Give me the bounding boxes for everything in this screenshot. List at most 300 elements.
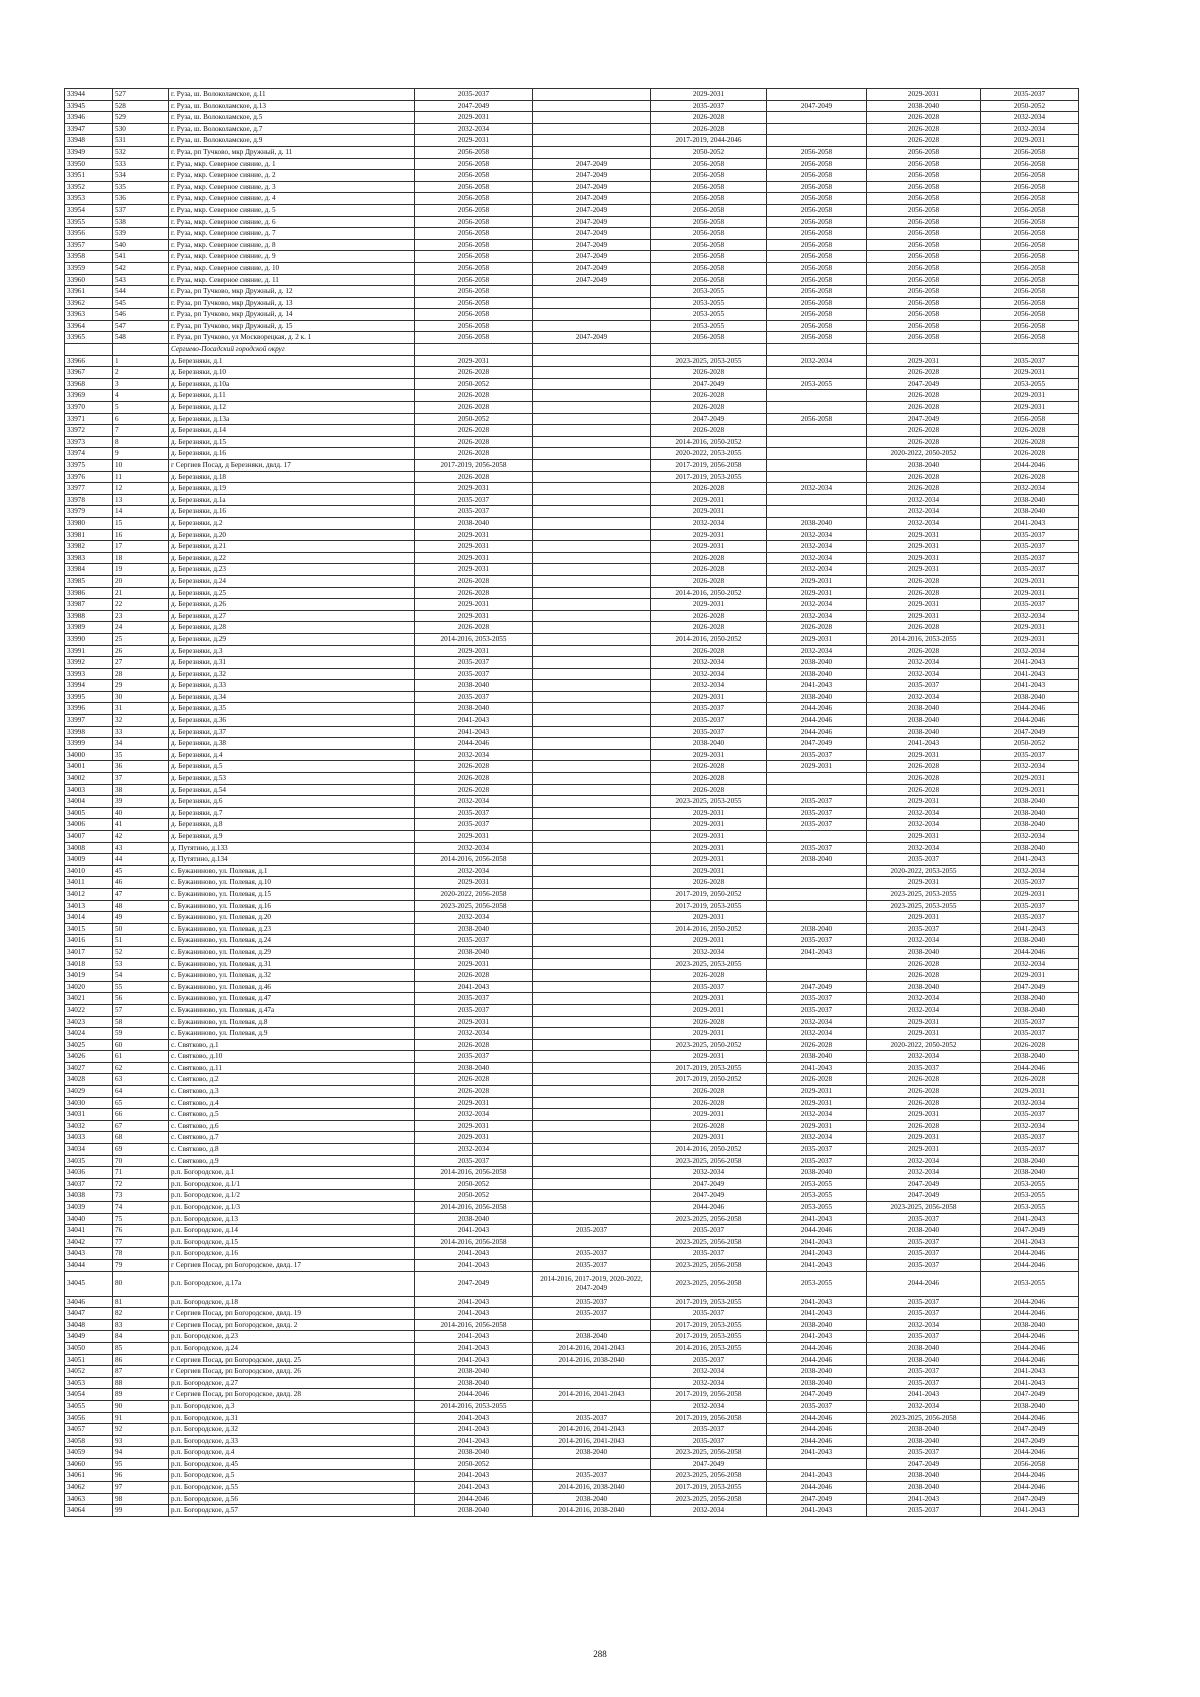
cell-period-3: 2029-2031 xyxy=(651,831,767,843)
cell-row-number: 64 xyxy=(113,1086,169,1098)
cell-period-1: 2041-2043 xyxy=(415,1424,533,1436)
cell-period-3: 2026-2028 xyxy=(651,575,767,587)
cell-row-number: 542 xyxy=(113,262,169,274)
cell-period-1: 2035-2037 xyxy=(415,506,533,518)
cell-period-5: 2026-2028 xyxy=(867,135,981,147)
cell-period-3: 2056-2058 xyxy=(651,216,767,228)
table-row xyxy=(65,297,1079,309)
cell-period-4: 2029-2031 xyxy=(767,1120,867,1132)
cell-period-4: 2044-2046 xyxy=(767,703,867,715)
cell-row-id: 34009 xyxy=(65,854,113,866)
cell-address: с. Святково, д.6 xyxy=(169,1120,415,1132)
cell-period-3: 2026-2028 xyxy=(651,610,767,622)
cell-row-number: 541 xyxy=(113,251,169,263)
cell-period-6: 2056-2058 xyxy=(981,170,1079,182)
cell-row-id: 33980 xyxy=(65,517,113,529)
cell-period-2 xyxy=(533,761,651,773)
cell-period-1: 2056-2058 xyxy=(415,158,533,170)
cell-period-3: 2023-2025, 2056-2058 xyxy=(651,1271,767,1296)
cell-period-5: 2026-2028 xyxy=(867,471,981,483)
cell-period-5: 2023-2025, 2053-2055 xyxy=(867,900,981,912)
cell-period-4: 2056-2058 xyxy=(767,251,867,263)
cell-period-5: 2029-2031 xyxy=(867,610,981,622)
cell-period-5: 2029-2031 xyxy=(867,1109,981,1121)
cell-row-id: 34047 xyxy=(65,1308,113,1320)
cell-period-3: 2056-2058 xyxy=(651,228,767,240)
cell-period-1: 2020-2022, 2056-2058 xyxy=(415,888,533,900)
cell-period-4: 2041-2043 xyxy=(767,1470,867,1482)
cell-address: с. Бужаниново, ул. Полевая, д.15 xyxy=(169,888,415,900)
cell-period-4: 2041-2043 xyxy=(767,1213,867,1225)
cell-period-5: 2035-2037 xyxy=(867,854,981,866)
cell-period-3: 2029-2031 xyxy=(651,89,767,101)
cell-period-3: 2017-2019, 2053-2055 xyxy=(651,1062,767,1074)
cell-period-5: 2035-2037 xyxy=(867,1447,981,1459)
cell-period-5: 2029-2031 xyxy=(867,355,981,367)
cell-period-5: 2056-2058 xyxy=(867,146,981,158)
cell-period-5: 2032-2034 xyxy=(867,935,981,947)
cell-period-1: 2035-2037 xyxy=(415,691,533,703)
cell-period-2 xyxy=(533,703,651,715)
cell-row-id: 33956 xyxy=(65,228,113,240)
cell-row-id: 33972 xyxy=(65,425,113,437)
cell-row-id: 33996 xyxy=(65,703,113,715)
cell-period-2: 2047-2049 xyxy=(533,251,651,263)
cell-period-4: 2056-2058 xyxy=(767,332,867,344)
cell-period-3: 2035-2037 xyxy=(651,1308,767,1320)
cell-period-4: 2056-2058 xyxy=(767,239,867,251)
cell-period-5: 2035-2037 xyxy=(867,1213,981,1225)
cell-period-3: 2035-2037 xyxy=(651,100,767,112)
cell-row-id: 34017 xyxy=(65,946,113,958)
cell-period-6: 2038-2040 xyxy=(981,993,1079,1005)
cell-period-1: 2050-2052 xyxy=(415,1458,533,1470)
table-row xyxy=(65,402,1079,414)
cell-period-3: 2056-2058 xyxy=(651,262,767,274)
cell-period-1: 2056-2058 xyxy=(415,181,533,193)
cell-period-2 xyxy=(533,1028,651,1040)
cell-period-3: 2023-2025, 2056-2058 xyxy=(651,1493,767,1505)
cell-period-2 xyxy=(533,1400,651,1412)
cell-row-id: 34060 xyxy=(65,1458,113,1470)
cell-period-6: 2044-2046 xyxy=(981,946,1079,958)
cell-address: д. Березняки, д.10 xyxy=(169,367,415,379)
cell-period-5: 2038-2040 xyxy=(867,460,981,472)
cell-row-id: 34045 xyxy=(65,1271,113,1296)
cell-period-4 xyxy=(767,367,867,379)
cell-row-number: 69 xyxy=(113,1144,169,1156)
cell-period-1: 2056-2058 xyxy=(415,332,533,344)
cell-period-3: 2053-2055 xyxy=(651,309,767,321)
cell-period-1: 2032-2034 xyxy=(415,123,533,135)
cell-address: с. Бужаниново, ул. Полевая, д.16 xyxy=(169,900,415,912)
cell-row-number: 53 xyxy=(113,958,169,970)
cell-period-1: 2026-2028 xyxy=(415,471,533,483)
cell-period-1: 2041-2043 xyxy=(415,1470,533,1482)
cell-period-3: 2026-2028 xyxy=(651,645,767,657)
cell-period-5: 2026-2028 xyxy=(867,367,981,379)
cell-period-5: 2041-2043 xyxy=(867,738,981,750)
cell-period-2 xyxy=(533,483,651,495)
cell-row-id: 34024 xyxy=(65,1028,113,1040)
cell-row-number: 543 xyxy=(113,274,169,286)
cell-period-6: 2038-2040 xyxy=(981,935,1079,947)
cell-period-2: 2047-2049 xyxy=(533,216,651,228)
cell-period-3: 2026-2028 xyxy=(651,1086,767,1098)
cell-row-number: 527 xyxy=(113,89,169,101)
cell-period-1: 2056-2058 xyxy=(415,286,533,298)
cell-period-3: 2029-2031 xyxy=(651,749,767,761)
cell-period-3: 2029-2031 xyxy=(651,1132,767,1144)
cell-period-3: 2026-2028 xyxy=(651,112,767,124)
table-row xyxy=(65,1167,1079,1179)
cell-period-5: 2056-2058 xyxy=(867,239,981,251)
cell-row-id: 34052 xyxy=(65,1366,113,1378)
cell-period-6: 2056-2058 xyxy=(981,332,1079,344)
cell-period-5: 2038-2040 xyxy=(867,1354,981,1366)
cell-row-number: 66 xyxy=(113,1109,169,1121)
cell-period-5: 2035-2037 xyxy=(867,923,981,935)
cell-period-4: 2038-2040 xyxy=(767,923,867,935)
cell-address: г. Руза, мкр. Северное сияние, д. 7 xyxy=(169,228,415,240)
cell-address: с. Святково, д.1 xyxy=(169,1039,415,1051)
cell-period-4: 2047-2049 xyxy=(767,1389,867,1401)
cell-row-number: 546 xyxy=(113,309,169,321)
cell-period-3: 2029-2031 xyxy=(651,529,767,541)
table-row xyxy=(65,158,1079,170)
cell-row-number: 27 xyxy=(113,657,169,669)
cell-period-3: 2029-2031 xyxy=(651,1109,767,1121)
cell-period-2 xyxy=(533,413,651,425)
cell-period-3: 2026-2028 xyxy=(651,483,767,495)
cell-address: с. Бужаниново, ул. Полевая, д.47 xyxy=(169,993,415,1005)
cell-period-3: 2050-2052 xyxy=(651,146,767,158)
cell-row-id: 33958 xyxy=(65,251,113,263)
cell-address: с. Святково, д.5 xyxy=(169,1109,415,1121)
cell-row-id: 33990 xyxy=(65,633,113,645)
table-row xyxy=(65,251,1079,263)
cell-row-id: 33970 xyxy=(65,402,113,414)
cell-period-1: 2035-2037 xyxy=(415,657,533,669)
cell-period-5: 2056-2058 xyxy=(867,170,981,182)
cell-period-6: 2035-2037 xyxy=(981,749,1079,761)
cell-period-2 xyxy=(533,552,651,564)
cell-row-number: 75 xyxy=(113,1213,169,1225)
cell-period-5: 2035-2037 xyxy=(867,1505,981,1517)
table-row xyxy=(65,912,1079,924)
cell-period-6: 2056-2058 xyxy=(981,251,1079,263)
cell-period-1: 2041-2043 xyxy=(415,1412,533,1424)
cell-period-1: 2056-2058 xyxy=(415,193,533,205)
table-row xyxy=(65,1202,1079,1214)
cell-address: д. Березняки, д.34 xyxy=(169,691,415,703)
cell-period-5: 2035-2037 xyxy=(867,1248,981,1260)
cell-row-number: 7 xyxy=(113,425,169,437)
cell-period-2 xyxy=(533,367,651,379)
cell-period-2 xyxy=(533,123,651,135)
cell-period-4: 2035-2037 xyxy=(767,935,867,947)
cell-period-5: 2023-2025, 2053-2055 xyxy=(867,888,981,900)
cell-row-id: 34023 xyxy=(65,1016,113,1028)
cell-period-6: 2038-2040 xyxy=(981,506,1079,518)
cell-period-6: 2038-2040 xyxy=(981,1400,1079,1412)
capital-repair-schedule-table xyxy=(64,88,1078,1517)
cell-period-4 xyxy=(767,494,867,506)
cell-period-5: 2041-2043 xyxy=(867,1493,981,1505)
cell-period-6: 2032-2034 xyxy=(981,123,1079,135)
cell-period-6: 2044-2046 xyxy=(981,1062,1079,1074)
cell-period-3: 2035-2037 xyxy=(651,703,767,715)
cell-period-4 xyxy=(767,344,867,356)
cell-period-3: 2017-2019, 2053-2055 xyxy=(651,1319,767,1331)
cell-address: г Сергиев Посад, рп Богородское, двлд. 25 xyxy=(169,1354,415,1366)
cell-period-5: 2056-2058 xyxy=(867,181,981,193)
cell-period-1: 2026-2028 xyxy=(415,1074,533,1086)
cell-period-5 xyxy=(867,344,981,356)
table-row xyxy=(65,1016,1079,1028)
cell-period-5: 2029-2031 xyxy=(867,1016,981,1028)
cell-period-5: 2026-2028 xyxy=(867,773,981,785)
cell-period-4: 2032-2034 xyxy=(767,599,867,611)
cell-period-4 xyxy=(767,112,867,124)
cell-period-4: 2035-2037 xyxy=(767,749,867,761)
cell-period-4: 2032-2034 xyxy=(767,645,867,657)
cell-period-4: 2032-2034 xyxy=(767,1109,867,1121)
cell-period-4: 2056-2058 xyxy=(767,158,867,170)
cell-row-id: 34034 xyxy=(65,1144,113,1156)
cell-address: с. Бужаниново, ул. Полевая, д.1 xyxy=(169,865,415,877)
cell-address: р.п. Богородское, д.31 xyxy=(169,1412,415,1424)
cell-period-2 xyxy=(533,112,651,124)
cell-period-1: 2032-2034 xyxy=(415,1144,533,1156)
cell-row-number: 548 xyxy=(113,332,169,344)
cell-period-3: 2029-2031 xyxy=(651,506,767,518)
cell-period-2 xyxy=(533,715,651,727)
cell-period-3: 2026-2028 xyxy=(651,970,767,982)
cell-period-3: 2026-2028 xyxy=(651,877,767,889)
cell-period-3: 2026-2028 xyxy=(651,1097,767,1109)
cell-period-1: 2041-2043 xyxy=(415,1342,533,1354)
cell-period-6: 2035-2037 xyxy=(981,1109,1079,1121)
cell-period-2 xyxy=(533,309,651,321)
cell-period-1: 2029-2031 xyxy=(415,1120,533,1132)
cell-address: с. Бужаниново, ул. Полевая, д.23 xyxy=(169,923,415,935)
cell-period-1: 2038-2040 xyxy=(415,1505,533,1517)
table-row xyxy=(65,274,1079,286)
cell-row-number: 14 xyxy=(113,506,169,518)
cell-period-4 xyxy=(767,970,867,982)
cell-address: с. Бужаниново, ул. Полевая, д.8 xyxy=(169,1016,415,1028)
cell-period-3: 2026-2028 xyxy=(651,622,767,634)
cell-period-2 xyxy=(533,460,651,472)
cell-period-6: 2041-2043 xyxy=(981,517,1079,529)
table-row xyxy=(65,1493,1079,1505)
cell-period-5: 2056-2058 xyxy=(867,251,981,263)
cell-row-id: 34064 xyxy=(65,1505,113,1517)
cell-period-5: 2026-2028 xyxy=(867,112,981,124)
cell-row-id: 34022 xyxy=(65,1004,113,1016)
cell-period-5: 2026-2028 xyxy=(867,587,981,599)
cell-period-1: 2035-2037 xyxy=(415,935,533,947)
cell-address: г Сергиев Посад, рп Богородское, двлд. 28 xyxy=(169,1389,415,1401)
cell-period-4: 2035-2037 xyxy=(767,842,867,854)
cell-period-2 xyxy=(533,286,651,298)
cell-period-6: 2035-2037 xyxy=(981,877,1079,889)
cell-period-4: 2038-2040 xyxy=(767,1167,867,1179)
cell-period-4 xyxy=(767,784,867,796)
cell-address: с. Святково, д.8 xyxy=(169,1144,415,1156)
cell-row-number: 76 xyxy=(113,1225,169,1237)
cell-period-6: 2035-2037 xyxy=(981,1028,1079,1040)
cell-period-2 xyxy=(533,807,651,819)
cell-period-1: 2032-2034 xyxy=(415,796,533,808)
cell-period-3: 2035-2037 xyxy=(651,981,767,993)
cell-period-6: 2041-2043 xyxy=(981,1377,1079,1389)
cell-row-id: 33944 xyxy=(65,89,113,101)
cell-period-4: 2038-2040 xyxy=(767,854,867,866)
cell-row-id: 34032 xyxy=(65,1120,113,1132)
cell-period-3: 2047-2049 xyxy=(651,1458,767,1470)
cell-period-1: 2014-2016, 2053-2055 xyxy=(415,633,533,645)
cell-row-number: 65 xyxy=(113,1097,169,1109)
cell-row-number: 4 xyxy=(113,390,169,402)
cell-row-number: 3 xyxy=(113,378,169,390)
cell-period-6: 2056-2058 xyxy=(981,1458,1079,1470)
cell-period-5: 2035-2037 xyxy=(867,1308,981,1320)
table-row xyxy=(65,1400,1079,1412)
table-row xyxy=(65,900,1079,912)
cell-period-1: 2056-2058 xyxy=(415,320,533,332)
cell-period-1: 2026-2028 xyxy=(415,761,533,773)
cell-period-3: 2032-2034 xyxy=(651,517,767,529)
cell-row-id: 34011 xyxy=(65,877,113,889)
cell-period-1: 2047-2049 xyxy=(415,100,533,112)
cell-period-3: 2023-2025, 2056-2058 xyxy=(651,1259,767,1271)
cell-row-id: 34050 xyxy=(65,1342,113,1354)
cell-row-id: 33975 xyxy=(65,460,113,472)
cell-period-6: 2035-2037 xyxy=(981,1132,1079,1144)
cell-period-2: 2035-2037 xyxy=(533,1248,651,1260)
cell-period-5: 2056-2058 xyxy=(867,332,981,344)
cell-period-5: 2014-2016, 2053-2055 xyxy=(867,633,981,645)
cell-period-2: 2014-2016, 2041-2043 xyxy=(533,1424,651,1436)
cell-address: Сергиево-Посадский городской округ xyxy=(169,344,415,356)
cell-period-2 xyxy=(533,100,651,112)
cell-period-3: 2014-2016, 2050-2052 xyxy=(651,633,767,645)
cell-period-5: 2038-2040 xyxy=(867,726,981,738)
cell-period-5: 2038-2040 xyxy=(867,1424,981,1436)
cell-period-2: 2014-2016, 2041-2043 xyxy=(533,1342,651,1354)
cell-period-3: 2032-2034 xyxy=(651,1400,767,1412)
cell-period-3: 2023-2025, 2056-2058 xyxy=(651,1236,767,1248)
cell-period-2 xyxy=(533,1202,651,1214)
cell-address: р.п. Богородское, д.23 xyxy=(169,1331,415,1343)
cell-period-1: 2029-2031 xyxy=(415,1097,533,1109)
cell-row-id: 33988 xyxy=(65,610,113,622)
cell-row-number: 62 xyxy=(113,1062,169,1074)
cell-period-2: 2038-2040 xyxy=(533,1447,651,1459)
cell-period-3: 2047-2049 xyxy=(651,378,767,390)
cell-period-3: 2032-2034 xyxy=(651,657,767,669)
cell-address: р.п. Богородское, д.24 xyxy=(169,1342,415,1354)
cell-address: г. Руза, мкр. Северное сияние, д. 11 xyxy=(169,274,415,286)
cell-row-id: 34029 xyxy=(65,1086,113,1098)
cell-period-3: 2029-2031 xyxy=(651,1028,767,1040)
cell-row-number: 31 xyxy=(113,703,169,715)
cell-address: г. Руза, ш. Волоколамское, д.11 xyxy=(169,89,415,101)
table-row xyxy=(65,100,1079,112)
cell-period-6 xyxy=(981,344,1079,356)
cell-address: р.п. Богородское, д.15 xyxy=(169,1236,415,1248)
cell-address: г. Руза, ш. Волоколамское, д.7 xyxy=(169,123,415,135)
table-row xyxy=(65,309,1079,321)
cell-row-number: 532 xyxy=(113,146,169,158)
table-row xyxy=(65,1435,1079,1447)
table-row xyxy=(65,344,1079,356)
cell-period-3: 2047-2049 xyxy=(651,1178,767,1190)
cell-period-5: 2026-2028 xyxy=(867,390,981,402)
cell-address: с. Бужаниново, ул. Полевая, д.47а xyxy=(169,1004,415,1016)
cell-period-1: 2038-2040 xyxy=(415,1062,533,1074)
table-row xyxy=(65,1248,1079,1260)
cell-period-5: 2047-2049 xyxy=(867,378,981,390)
cell-address: д. Березняки, д.2 xyxy=(169,517,415,529)
cell-period-1: 2035-2037 xyxy=(415,993,533,1005)
cell-period-5: 2032-2034 xyxy=(867,819,981,831)
cell-period-5: 2056-2058 xyxy=(867,286,981,298)
cell-row-number: 26 xyxy=(113,645,169,657)
cell-row-id: 33963 xyxy=(65,309,113,321)
table-row xyxy=(65,1039,1079,1051)
cell-row-id: 34003 xyxy=(65,784,113,796)
cell-period-4: 2029-2031 xyxy=(767,1097,867,1109)
cell-address: р.п. Богородское, д.33 xyxy=(169,1435,415,1447)
table-row xyxy=(65,228,1079,240)
cell-address: г. Руза, мкр. Северное сияние, д. 9 xyxy=(169,251,415,263)
cell-period-6: 2056-2058 xyxy=(981,286,1079,298)
cell-period-1: 2044-2046 xyxy=(415,1493,533,1505)
cell-period-2 xyxy=(533,506,651,518)
cell-row-id: 34041 xyxy=(65,1225,113,1237)
cell-row-id: 33986 xyxy=(65,587,113,599)
cell-period-2: 2035-2037 xyxy=(533,1470,651,1482)
cell-period-2 xyxy=(533,599,651,611)
cell-period-1: 2035-2037 xyxy=(415,1051,533,1063)
cell-row-number: 92 xyxy=(113,1424,169,1436)
cell-period-4: 2032-2034 xyxy=(767,610,867,622)
cell-period-2 xyxy=(533,587,651,599)
cell-period-4: 2056-2058 xyxy=(767,286,867,298)
cell-row-id: 33983 xyxy=(65,552,113,564)
cell-period-2: 2047-2049 xyxy=(533,228,651,240)
cell-period-3: 2029-2031 xyxy=(651,541,767,553)
cell-address: г. Руза, мкр. Северное сияние, д. 6 xyxy=(169,216,415,228)
cell-row-number: 78 xyxy=(113,1248,169,1260)
cell-address: д. Березняки, д.13а xyxy=(169,413,415,425)
cell-period-2 xyxy=(533,1039,651,1051)
cell-address: с. Бужаниново, ул. Полевая, д.20 xyxy=(169,912,415,924)
cell-period-5: 2026-2028 xyxy=(867,123,981,135)
cell-address: г Сергиев Посад, рп Богородское, двлд. 19 xyxy=(169,1308,415,1320)
cell-period-1: 2032-2034 xyxy=(415,842,533,854)
cell-period-2: 2038-2040 xyxy=(533,1493,651,1505)
table-row xyxy=(65,529,1079,541)
cell-address: д. Березняки, д.7 xyxy=(169,807,415,819)
cell-row-id: 34004 xyxy=(65,796,113,808)
cell-period-1: 2056-2058 xyxy=(415,309,533,321)
cell-row-number: 45 xyxy=(113,865,169,877)
cell-period-2 xyxy=(533,819,651,831)
